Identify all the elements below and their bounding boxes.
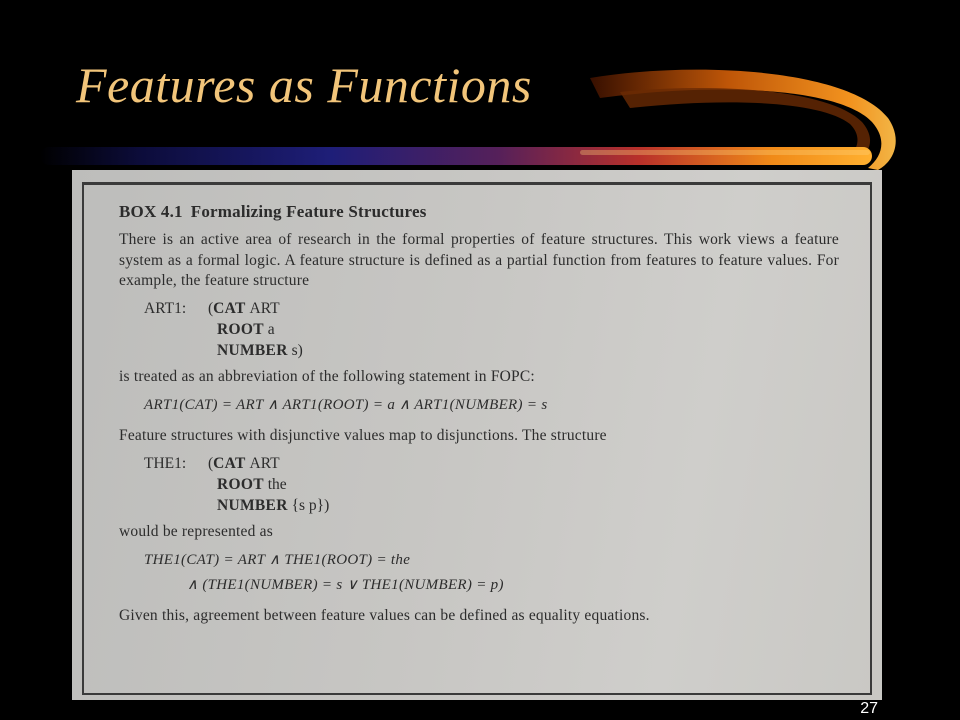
box-heading: [119, 202, 839, 222]
fs-label: ART1:: [144, 299, 187, 317]
fs-value: ART: [249, 299, 280, 317]
fs-feature: ROOT: [217, 320, 264, 338]
fs-feature: NUMBER: [217, 496, 288, 514]
fs-value: a: [267, 320, 275, 338]
fs-feature: NUMBER: [217, 341, 288, 359]
equation-the1-line1: THE1(CAT) = ART ∧ THE1(ROOT) = the: [144, 552, 411, 568]
paragraph-represented: would be represented as: [119, 522, 273, 540]
slide-title: Features as Functions: [76, 57, 532, 113]
fs-feature: CAT: [213, 454, 246, 472]
fs-value: s): [291, 341, 303, 359]
fs-value: the: [267, 475, 287, 493]
paragraph-agreement: Given this, agreement between feature values can be defined as equality equations.: [119, 607, 650, 624]
fs-value: {s p}): [291, 496, 330, 514]
fs-feature: ROOT: [217, 475, 264, 493]
intro-paragraph: There is an active area of research in the formal properties of feature structures. This work views a feature system as a formal logic. A feature structure is defined as a partial function from features to feature values. For example, the feature structure: [119, 231, 839, 289]
fs-open-paren: (: [208, 299, 214, 317]
page-number: 27: [860, 700, 878, 717]
box-content: [119, 202, 839, 627]
feature-structure-art1: [144, 298, 839, 361]
paragraph-fopc: is treated as an abbreviation of the following statement in FOPC:: [119, 367, 535, 385]
box-title: Formalizing Feature Structures: [190, 202, 427, 221]
fs-label: THE1:: [144, 454, 187, 472]
equation-the1-line2: ∧ (THE1(NUMBER) = s ∨ THE1(NUMBER) = p): [187, 577, 504, 593]
textbook-photo: [72, 170, 882, 700]
fs-feature: CAT: [213, 299, 246, 317]
paragraph-disjunction: Feature structures with disjunctive values map to disjunctions. The structure: [119, 427, 607, 444]
fs-value: ART: [249, 454, 280, 472]
equation-art1: ART1(CAT) = ART ∧ ART1(ROOT) = a ∧ ART1(NUMBER) = s: [144, 397, 548, 413]
fs-open-paren: (: [208, 454, 214, 472]
feature-structure-the1: [144, 453, 839, 516]
box-number: BOX 4.1: [119, 202, 183, 221]
